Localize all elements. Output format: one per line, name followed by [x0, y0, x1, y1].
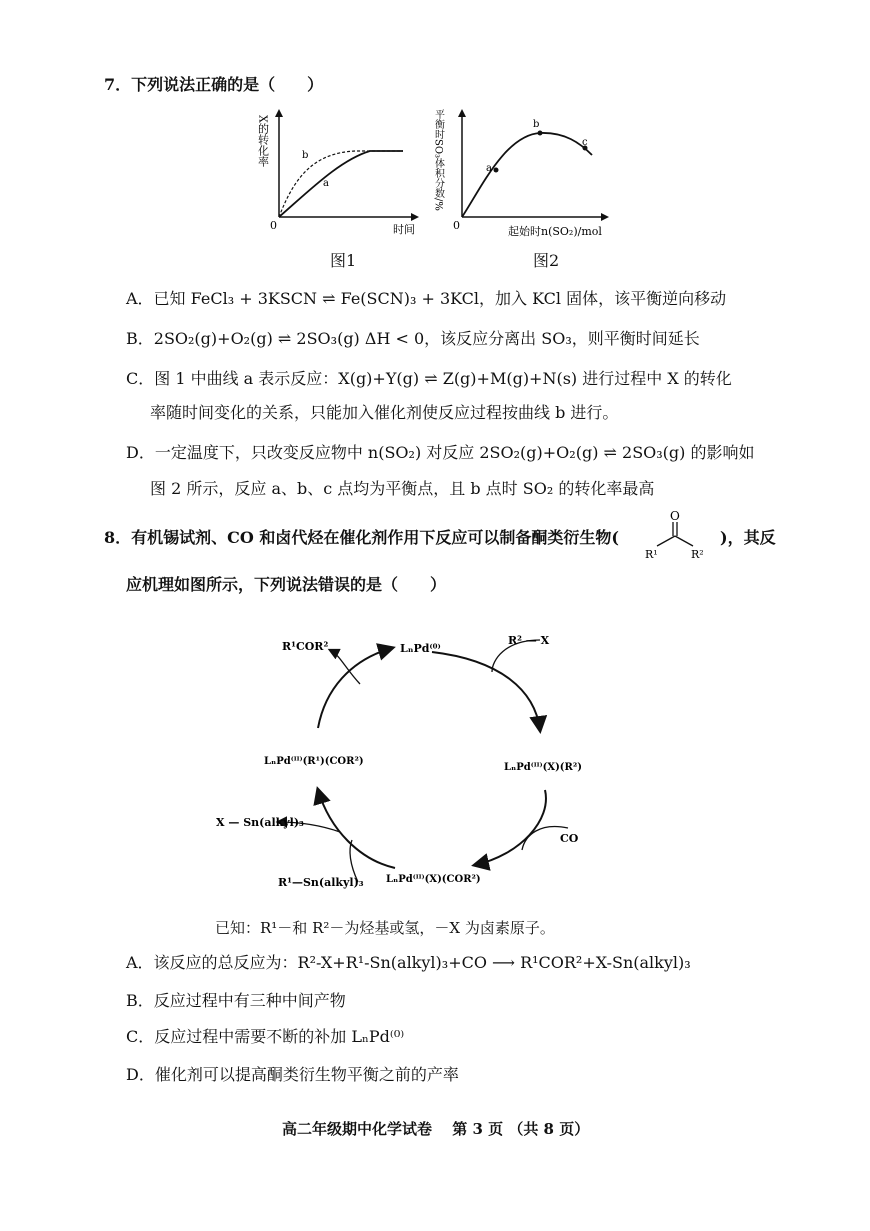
fig1-caption: 图1: [330, 251, 357, 270]
cycle-arrow-co-insertion: [475, 790, 546, 865]
ketone-o: O: [670, 509, 680, 523]
fig1-ylabel: X的转化率: [256, 115, 270, 167]
co-label: CO: [560, 832, 579, 845]
fig2-label-b: b: [533, 119, 540, 130]
figure-1: [255, 105, 425, 240]
fig2-caption: 图2: [533, 251, 560, 270]
fig1-xlabel: 时间: [393, 223, 415, 236]
q8-known: 已知：R¹－和 R²－为烃基或氢，－X 为卤素原子。: [215, 919, 555, 937]
fig2-curve: [462, 133, 592, 217]
left-complex-label: LₙPd⁽ᴵᴵ⁾(R¹)(COR²): [264, 756, 364, 767]
q8-option-a: A．该反应的总反应为：R²-X+R¹-Sn(alkyl)₃+CO ⟶ R¹COR²+X-Sn(alkyl)₃: [126, 953, 691, 972]
q8-option-b: B．反应过程中有三种中间产物: [126, 991, 346, 1010]
r2x-label: R² — X: [508, 634, 550, 647]
fig2-xlabel: 起始时n(SO₂)/mol: [508, 225, 602, 238]
figure-2: [430, 105, 620, 240]
ketone-structure: [645, 508, 717, 564]
lnpd0-label: LₙPd⁽⁰⁾: [400, 642, 441, 655]
top-product-label: R¹COR²: [282, 640, 329, 653]
ketone-r2: R²: [691, 548, 704, 561]
q7-stem: 7．下列说法正确的是（ ）: [104, 75, 324, 94]
bottom-complex-label: LₙPd⁽ᴵᴵ⁾(X)(COR²): [386, 874, 481, 885]
catalytic-cycle-diagram: [200, 610, 640, 910]
r1sn-label: R¹—Sn(alkyl)₃: [278, 876, 364, 889]
q7-option-c-line1: C．图 1 中曲线 a 表示反应：X(g)+Y(g) ⇌ Z(g)+M(g)+N(s) 进行过程中 X 的转化: [126, 369, 732, 388]
cycle-arrow-oxidative-addition: [432, 652, 540, 730]
fig1-x-arrow: [411, 213, 419, 221]
fig2-point-a: [494, 168, 499, 173]
q7-option-c-line2: 率随时间变化的关系，只能加入催化剂使反应过程按曲线 b 进行。: [150, 403, 619, 422]
fig2-y-arrow: [458, 109, 466, 117]
fig2-origin: 0: [453, 219, 460, 232]
ketone-r1: R¹: [645, 548, 658, 561]
fig1-label-b: b: [302, 150, 309, 161]
q8-option-c: C．反应过程中需要不断的补加 LₙPd⁽⁰⁾: [126, 1027, 405, 1046]
fig1-label-a: a: [323, 178, 329, 189]
fig2-label-c: c: [582, 137, 588, 148]
fig2-point-b: [538, 131, 543, 136]
q8-stem-line1-end: )，其反: [720, 528, 776, 547]
fig2-x-arrow: [601, 213, 609, 221]
xsn-label: X — Sn(alkyl)₃: [216, 816, 304, 829]
cycle-arrow-reductive-elimination: [318, 648, 392, 728]
fig1-curve-b: [279, 151, 403, 217]
fig2-ylabel: 平衡时SO₃体积分数/%: [432, 109, 444, 211]
fig1-origin: 0: [270, 219, 277, 232]
fig2-label-a: a: [486, 163, 492, 174]
fig1-curve-a: [279, 151, 403, 217]
fig1-y-arrow: [275, 109, 283, 117]
q7-option-d-line1: D．一定温度下，只改变反应物中 n(SO₂) 对反应 2SO₂(g)+O₂(g) ⇌ 2SO₃(g) 的影响如: [126, 443, 755, 462]
q8-stem-line1: 8．有机锡试剂、CO 和卤代烃在催化剂作用下反应可以制备酮类衍生物(: [104, 528, 619, 547]
right-complex-label: LₙPd⁽ᴵᴵ⁾(X)(R²): [504, 762, 582, 773]
q8-stem-line2: 应机理如图所示，下列说法错误的是（ ）: [126, 575, 447, 594]
q7-option-b: B．2SO₂(g)+O₂(g) ⇌ 2SO₃(g) ΔH < 0，该反应分离出 SO₃，则平衡时间延长: [126, 329, 700, 348]
page-footer: 高二年级期中化学试卷 第 3 页 （共 8 页）: [282, 1120, 590, 1138]
q7-option-a: A．已知 FeCl₃ + 3KSCN ⇌ Fe(SCN)₃ + 3KCl，加入 KCl 固体，该平衡逆向移动: [126, 289, 727, 308]
q7-option-d-line2: 图 2 所示，反应 a、b、c 点均为平衡点，且 b 点时 SO₂ 的转化率最高: [150, 479, 655, 498]
q8-option-d: D．催化剂可以提高酮类衍生物平衡之前的产率: [126, 1065, 459, 1084]
